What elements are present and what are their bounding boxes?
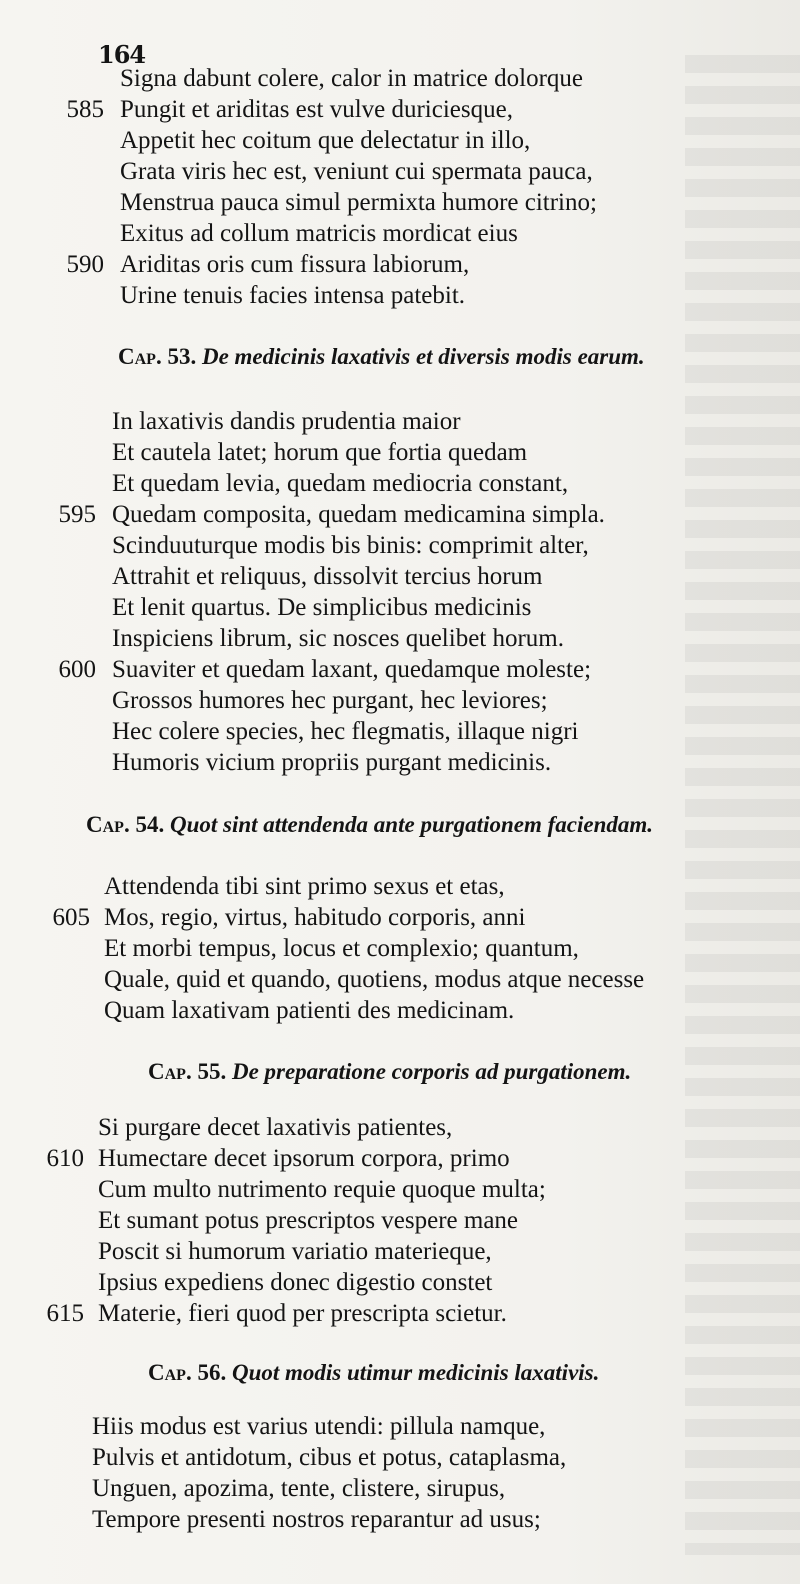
verse-line: Pungit et ariditas est vulve duriciesque, <box>120 96 513 123</box>
verse-line: Hiis modus est varius utendi: pillula namque, <box>92 1413 546 1440</box>
verse-line: Et cautela latet; horum que fortia quedam <box>112 439 528 466</box>
verse-line: Et morbi tempus, locus et complexio; quantum, <box>104 935 579 962</box>
line-number: 605 <box>52 904 90 931</box>
chapter-title: Quot modis utimur medicinis laxativis. <box>231 1360 600 1385</box>
chapter-number: Cap. 53. <box>118 344 197 369</box>
verse-line: Ariditas oris cum fissura labiorum, <box>120 251 470 278</box>
chapter-title: De medicinis laxativis et diversis modis earum. <box>201 344 645 369</box>
verse-line: Pulvis et antidotum, cibus et potus, cataplasma, <box>92 1444 567 1471</box>
verse-line: Unguen, apozima, tente, clistere, sirupus, <box>92 1475 506 1502</box>
verse-line: Suaviter et quedam laxant, quedamque moleste; <box>112 656 592 683</box>
verse-line: Signa dabunt colere, calor in matrice dolorque <box>120 65 584 92</box>
verse-line: Et quedam levia, quedam mediocria constant, <box>112 470 569 497</box>
verse-line: Scinduuturque modis bis binis: comprimit alter, <box>112 532 589 559</box>
line-number: 590 <box>66 251 104 278</box>
verse-line: Exitus ad collum matricis mordicat eius <box>120 220 518 247</box>
line-number: 595 <box>58 501 96 528</box>
verse-line: Menstrua pauca simul permixta humore citrino; <box>120 189 597 216</box>
chapter-heading <box>148 1055 631 1089</box>
verse-line: Cum multo nutrimento requie quoque multa; <box>98 1176 546 1203</box>
chapter-heading <box>86 808 653 842</box>
verse-line: Mos, regio, virtus, habitudo corporis, anni <box>104 904 526 931</box>
verse-line: Materie, fieri quod per prescripta scietur. <box>98 1300 507 1327</box>
verse-line: Et sumant potus prescriptos vespere mane <box>98 1207 519 1234</box>
line-number: 585 <box>66 96 104 123</box>
chapter-number: Cap. 54. <box>86 812 165 837</box>
verse-line: Quale, quid et quando, quotiens, modus atque necesse <box>104 966 645 993</box>
verse-line: Si purgare decet laxativis patientes, <box>98 1114 453 1141</box>
verse-line: Grata viris hec est, veniunt cui spermata pauca, <box>120 158 593 185</box>
bleed-through-text <box>685 55 800 1555</box>
verse-line: Attrahit et reliquus, dissolvit tercius horum <box>112 563 543 590</box>
chapter-title: De preparatione corporis ad purgationem. <box>231 1059 632 1084</box>
verse-line: Grossos humores hec purgant, hec leviores; <box>112 687 548 714</box>
verse-line: Quam laxativam patienti des medicinam. <box>104 997 515 1024</box>
chapter-heading <box>118 340 645 374</box>
verse-line: Ipsius expediens donec digestio constet <box>98 1269 493 1296</box>
verse-line: Tempore presenti nostros reparantur ad usus; <box>92 1506 541 1533</box>
verse-line: In laxativis dandis prudentia maior <box>112 408 461 435</box>
line-number: 610 <box>46 1145 84 1172</box>
verse-line: Humectare decet ipsorum corpora, primo <box>98 1145 510 1172</box>
verse-line: Appetit hec coitum que delectatur in illo, <box>120 127 531 154</box>
chapter-title: Quot sint attendenda ante purgationem faciendam. <box>169 812 653 837</box>
chapter-heading <box>148 1356 599 1390</box>
verse-line: Quedam composita, quedam medicamina simpla. <box>112 501 605 528</box>
verse-line: Inspiciens librum, sic nosces quelibet horum. <box>112 625 565 652</box>
verse-line: Attendenda tibi sint primo sexus et etas, <box>104 873 505 900</box>
verse-line: Humoris vicium propriis purgant medicinis. <box>112 749 552 776</box>
chapter-number: Cap. 55. <box>148 1059 227 1084</box>
line-number: 600 <box>58 656 96 683</box>
page-number: 164 <box>98 40 146 69</box>
chapter-number: Cap. 56. <box>148 1360 227 1385</box>
verse-line: Et lenit quartus. De simplicibus medicinis <box>112 594 532 621</box>
line-number: 615 <box>46 1300 84 1327</box>
verse-line: Hec colere species, hec flegmatis, illaque nigri <box>112 718 579 745</box>
verse-line: Urine tenuis facies intensa patebit. <box>120 282 466 309</box>
verse-line: Poscit si humorum variatio materieque, <box>98 1238 492 1265</box>
